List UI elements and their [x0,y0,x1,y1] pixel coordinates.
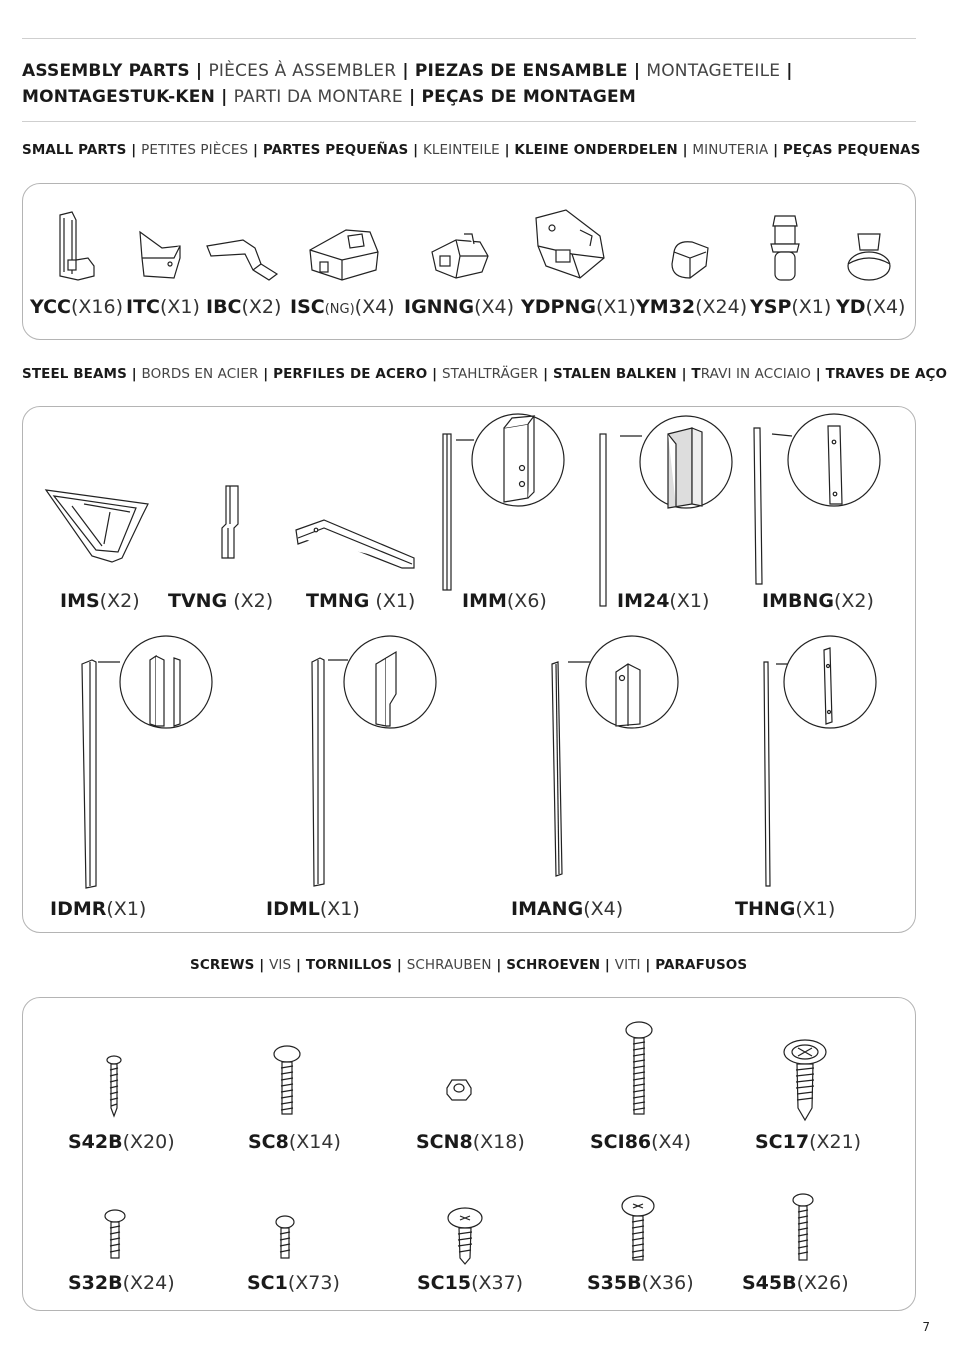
part-qty: (X2) [833,590,874,612]
round-cap-icon [844,230,894,284]
screw-icon [272,1044,302,1118]
part-qty: (X73) [287,1272,340,1294]
part-qty: (X37) [471,1272,524,1294]
square-profile-icon [440,414,570,594]
beam-label-imm [462,590,547,612]
screw-label-s45b [742,1272,849,1294]
part-code: S35B [587,1272,642,1294]
vertical-tab-icon [216,484,246,564]
beam-label-idmr [50,898,146,920]
part-code: IMANG [511,898,584,920]
part-qty: (X18) [472,1131,525,1153]
part-qty: (X4) [865,296,906,318]
long-screw-icon [624,1020,654,1118]
heading-part: SCHRAUBEN [406,957,492,973]
angle-upright-icon [546,634,686,884]
wafer-head-screw-icon [446,1206,484,1266]
part-qty: (X1) [369,590,416,612]
part-code: YCC [30,296,71,318]
beam-label-imbng [762,590,874,612]
title-de: MONTAGETEILE [646,61,781,81]
screw-label-sc15 [417,1272,523,1294]
part-code: SC1 [247,1272,288,1294]
part-code: SCI86 [590,1131,652,1153]
top-clip-icon [134,228,186,283]
short-screw-icon [274,1214,296,1262]
bracket-clip-icon [203,236,283,282]
part-code: ITC [126,296,160,318]
part-qty: (X1) [791,296,832,318]
title-es: | PIEZAS DE ENSAMBLE | [396,61,647,81]
heading-part: MINUTERIA [692,142,769,158]
part-code: IMM [462,590,507,612]
part-code: ISC [290,296,325,318]
part-label-ydpng [521,296,636,318]
part-qty: (X1) [595,296,636,318]
shelf-connector-icon [306,222,382,284]
page-number: 7 [922,1320,930,1334]
screw-icon [104,1054,124,1120]
screw-label-s32b [68,1272,175,1294]
heading-part: RAVI IN ACCIAIO [700,366,811,382]
screw-label-sc1 [247,1272,340,1294]
part-qty: (X2) [227,590,274,612]
part-code: SC8 [248,1131,289,1153]
part-code: TVNG [168,590,228,612]
small-parts-heading [22,142,920,158]
part-label-isc [290,296,395,318]
title-nl: | MONTAGESTUK-KEN | [22,61,793,107]
heading-part: | PARTES PEQUEÑAS | [248,142,423,158]
title-it: PARTI DA MONTARE [233,87,403,107]
heading-part: | PARAFUSOS [640,957,748,973]
part-code: IGNNG [404,296,475,318]
corner-clip-icon [50,210,100,285]
part-qty: (X4) [583,898,624,920]
heading-part: VIS [269,957,292,973]
part-code: IDML [266,898,320,920]
heading-part: | PEÇAS PEQUENAS [768,142,921,158]
screws-heading [190,957,747,973]
part-label-ignng [404,296,514,318]
screw-label-s42b [68,1131,175,1153]
part-qty: (X1) [106,898,147,920]
part-qty: (X4) [474,296,514,318]
part-qty: (X24) [122,1272,175,1294]
part-label-ym32 [636,296,747,318]
heading-part: STEEL BEAMS | [22,366,142,382]
part-code: TMNG [306,590,370,612]
heading-part: | SCHROEVEN | [491,957,615,973]
title-fr: PIÈCES À ASSEMBLER [208,61,397,81]
heading-part: | TORNILLOS | [291,957,407,973]
part-label-ibc [206,296,281,318]
part-code: IM24 [617,590,670,612]
spring-pin-icon [767,212,803,284]
u-profile-icon [596,414,736,604]
part-sub: (NG) [324,302,355,317]
heading-part: | STALEN BALKEN | T [538,366,701,382]
part-qty: (X20) [122,1131,175,1153]
part-code: S45B [742,1272,797,1294]
part-code: SC17 [755,1131,810,1153]
part-code: YDPNG [521,296,596,318]
part-code: S32B [68,1272,123,1294]
part-label-ycc [30,296,123,318]
part-qty: (X36) [641,1272,694,1294]
part-code: IDMR [50,898,107,920]
part-qty: (X14) [288,1131,341,1153]
wafer-head-screw-icon [620,1194,656,1266]
heading-part: | KLEINE ONDERDELEN | [499,142,693,158]
glider-connector-icon [426,230,494,282]
middle-bar-icon [294,518,420,570]
part-code: SCN8 [416,1131,473,1153]
part-qty: (X1) [795,898,836,920]
beam-label-imang [511,898,623,920]
screw-label-sc17 [755,1131,861,1153]
steel-beams-heading [22,366,947,382]
right-angle-profile-icon [80,634,220,894]
self-drilling-screw-icon [782,1038,828,1124]
screw-icon [102,1208,128,1264]
heading-part: KLEINTEILE [422,142,500,158]
part-qty: (X21) [809,1131,862,1153]
heading-part: PETITES PIÈCES [141,142,249,158]
flat-profile-icon [750,414,890,594]
part-code: THNG [735,898,796,920]
title-en: ASSEMBLY PARTS | [22,61,209,81]
beam-label-thng [735,898,835,920]
heading-part: VITI [614,957,641,973]
title-pt: | PEÇAS DE MONTAGEM [402,87,636,107]
beam-label-im24 [617,590,709,612]
thin-rail-icon [760,634,900,890]
part-label-ysp [750,296,831,318]
heading-part: STAHLTRÄGER [442,366,539,382]
screw-label-sc8 [248,1131,341,1153]
part-code: IBC [206,296,242,318]
cable-clip-icon [666,238,714,284]
part-code: IMS [60,590,100,612]
heading-part: SMALL PARTS | [22,142,142,158]
beam-label-tvng [168,590,273,612]
part-qty: (X16) [70,296,123,318]
part-qty: (X24) [695,296,748,318]
triangle-bracket-icon [44,486,154,566]
page-title [22,58,922,110]
title-divider [22,121,916,122]
heading-part: BORDS EN ACIER [141,366,259,382]
nut-icon [444,1076,474,1104]
part-qty: (X4) [354,296,395,318]
screw-label-scn8 [416,1131,525,1153]
top-divider [22,38,916,39]
screw-label-sci86 [590,1131,691,1153]
beam-label-idml [266,898,360,920]
part-qty: (X1) [159,296,200,318]
part-code: IMBNG [762,590,834,612]
screw-icon [790,1192,816,1264]
part-qty: (X26) [796,1272,849,1294]
heading-part: | TRAVES DE AÇO [811,366,948,382]
part-code: YD [836,296,866,318]
part-qty: (X2) [241,296,282,318]
part-qty: (X1) [319,898,360,920]
left-angle-profile-icon [306,634,446,894]
part-code: SC15 [417,1272,472,1294]
screw-label-s35b [587,1272,694,1294]
part-code: YSP [750,296,792,318]
part-qty: (X4) [651,1131,692,1153]
part-qty: (X2) [99,590,140,612]
part-code: YM32 [636,296,696,318]
part-label-itc [126,296,200,318]
part-code: S42B [68,1131,123,1153]
beam-label-tmng [306,590,415,612]
heading-part: SCREWS | [190,957,270,973]
drawer-plate-icon [530,206,610,286]
part-qty: (X1) [669,590,710,612]
part-label-yd [836,296,905,318]
beam-label-ims [60,590,140,612]
heading-part: | PERFILES DE ACERO | [258,366,442,382]
part-qty: (X6) [506,590,547,612]
